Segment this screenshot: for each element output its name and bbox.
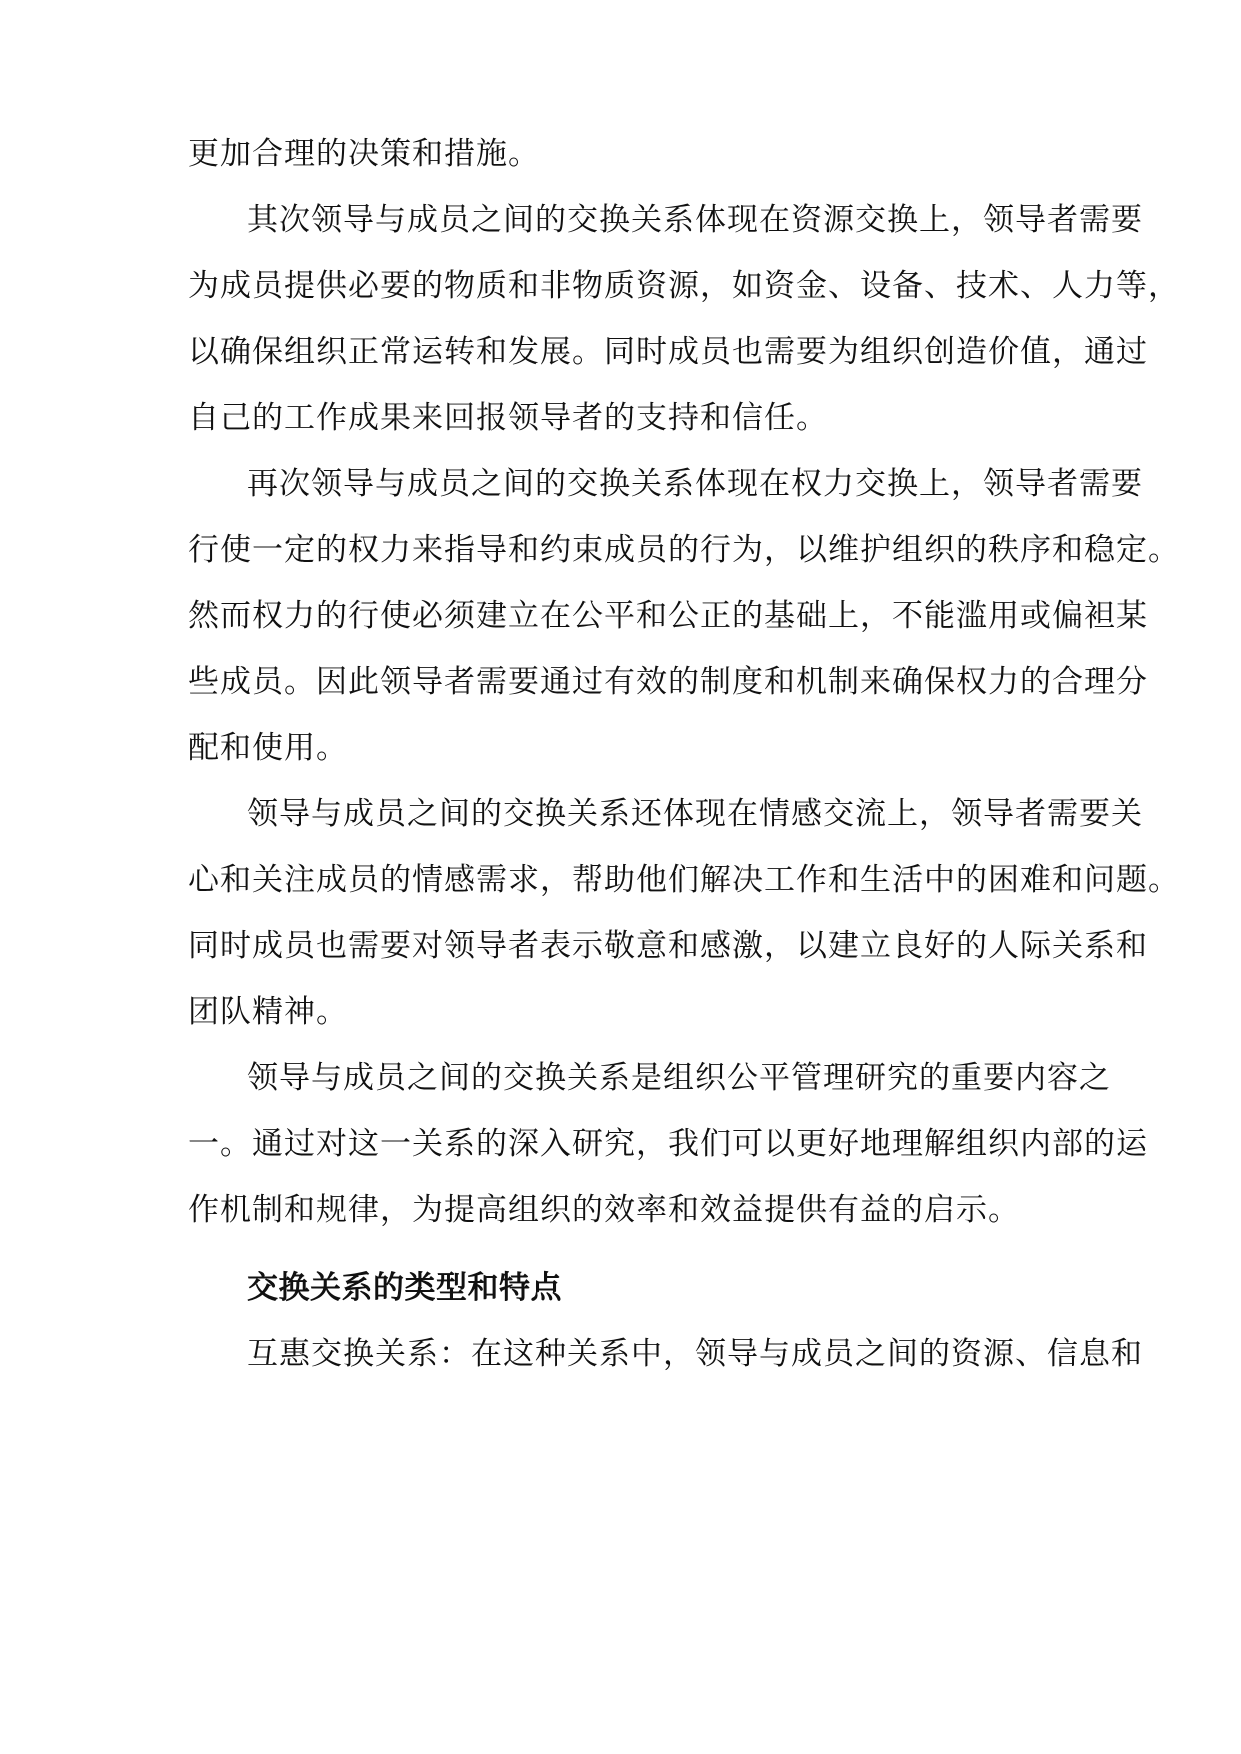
paragraph-5-line-3: 作机制和规律，为提高组织的效率和效益提供有益的启示。 bbox=[188, 1192, 1020, 1228]
paragraph-4-line-4: 团队精神。 bbox=[188, 994, 348, 1030]
paragraph-3-line-2: 行使一定的权力来指导和约束成员的行为，以维护组织的秩序和稳定。 bbox=[188, 532, 1180, 568]
paragraph-5-line-1: 领导与成员之间的交换关系是组织公平管理研究的重要内容之 bbox=[247, 1060, 1111, 1096]
section-heading: 交换关系的类型和特点 bbox=[247, 1270, 562, 1306]
paragraph-3-line-3: 然而权力的行使必须建立在公平和公正的基础上，不能滥用或偏袒某 bbox=[188, 598, 1148, 634]
paragraph-2-line-2: 为成员提供必要的物质和非物质资源，如资金、设备、技术、人力等， bbox=[188, 268, 1180, 304]
paragraph-3-line-1: 再次领导与成员之间的交换关系体现在权力交换上，领导者需要 bbox=[247, 466, 1143, 502]
paragraph-3-line-5: 配和使用。 bbox=[188, 730, 348, 766]
paragraph-3-line-4: 些成员。因此领导者需要通过有效的制度和机制来确保权力的合理分 bbox=[188, 664, 1148, 700]
paragraph-5-line-2: 一。通过对这一关系的深入研究，我们可以更好地理解组织内部的运 bbox=[188, 1126, 1148, 1162]
paragraph-4-line-2: 心和关注成员的情感需求，帮助他们解决工作和生活中的困难和问题。 bbox=[188, 862, 1180, 898]
paragraph-1-line-1: 更加合理的决策和措施。 bbox=[188, 136, 540, 172]
paragraph-4-line-3: 同时成员也需要对领导者表示敬意和感激，以建立良好的人际关系和 bbox=[188, 928, 1148, 964]
paragraph-4-line-1: 领导与成员之间的交换关系还体现在情感交流上，领导者需要关 bbox=[247, 796, 1143, 832]
paragraph-2-line-3: 以确保组织正常运转和发展。同时成员也需要为组织创造价值，通过 bbox=[188, 334, 1148, 370]
paragraph-2-line-4: 自己的工作成果来回报领导者的支持和信任。 bbox=[188, 400, 828, 436]
paragraph-2-line-1: 其次领导与成员之间的交换关系体现在资源交换上，领导者需要 bbox=[247, 202, 1143, 238]
paragraph-6-line-1: 互惠交换关系：在这种关系中，领导与成员之间的资源、信息和 bbox=[247, 1336, 1143, 1372]
